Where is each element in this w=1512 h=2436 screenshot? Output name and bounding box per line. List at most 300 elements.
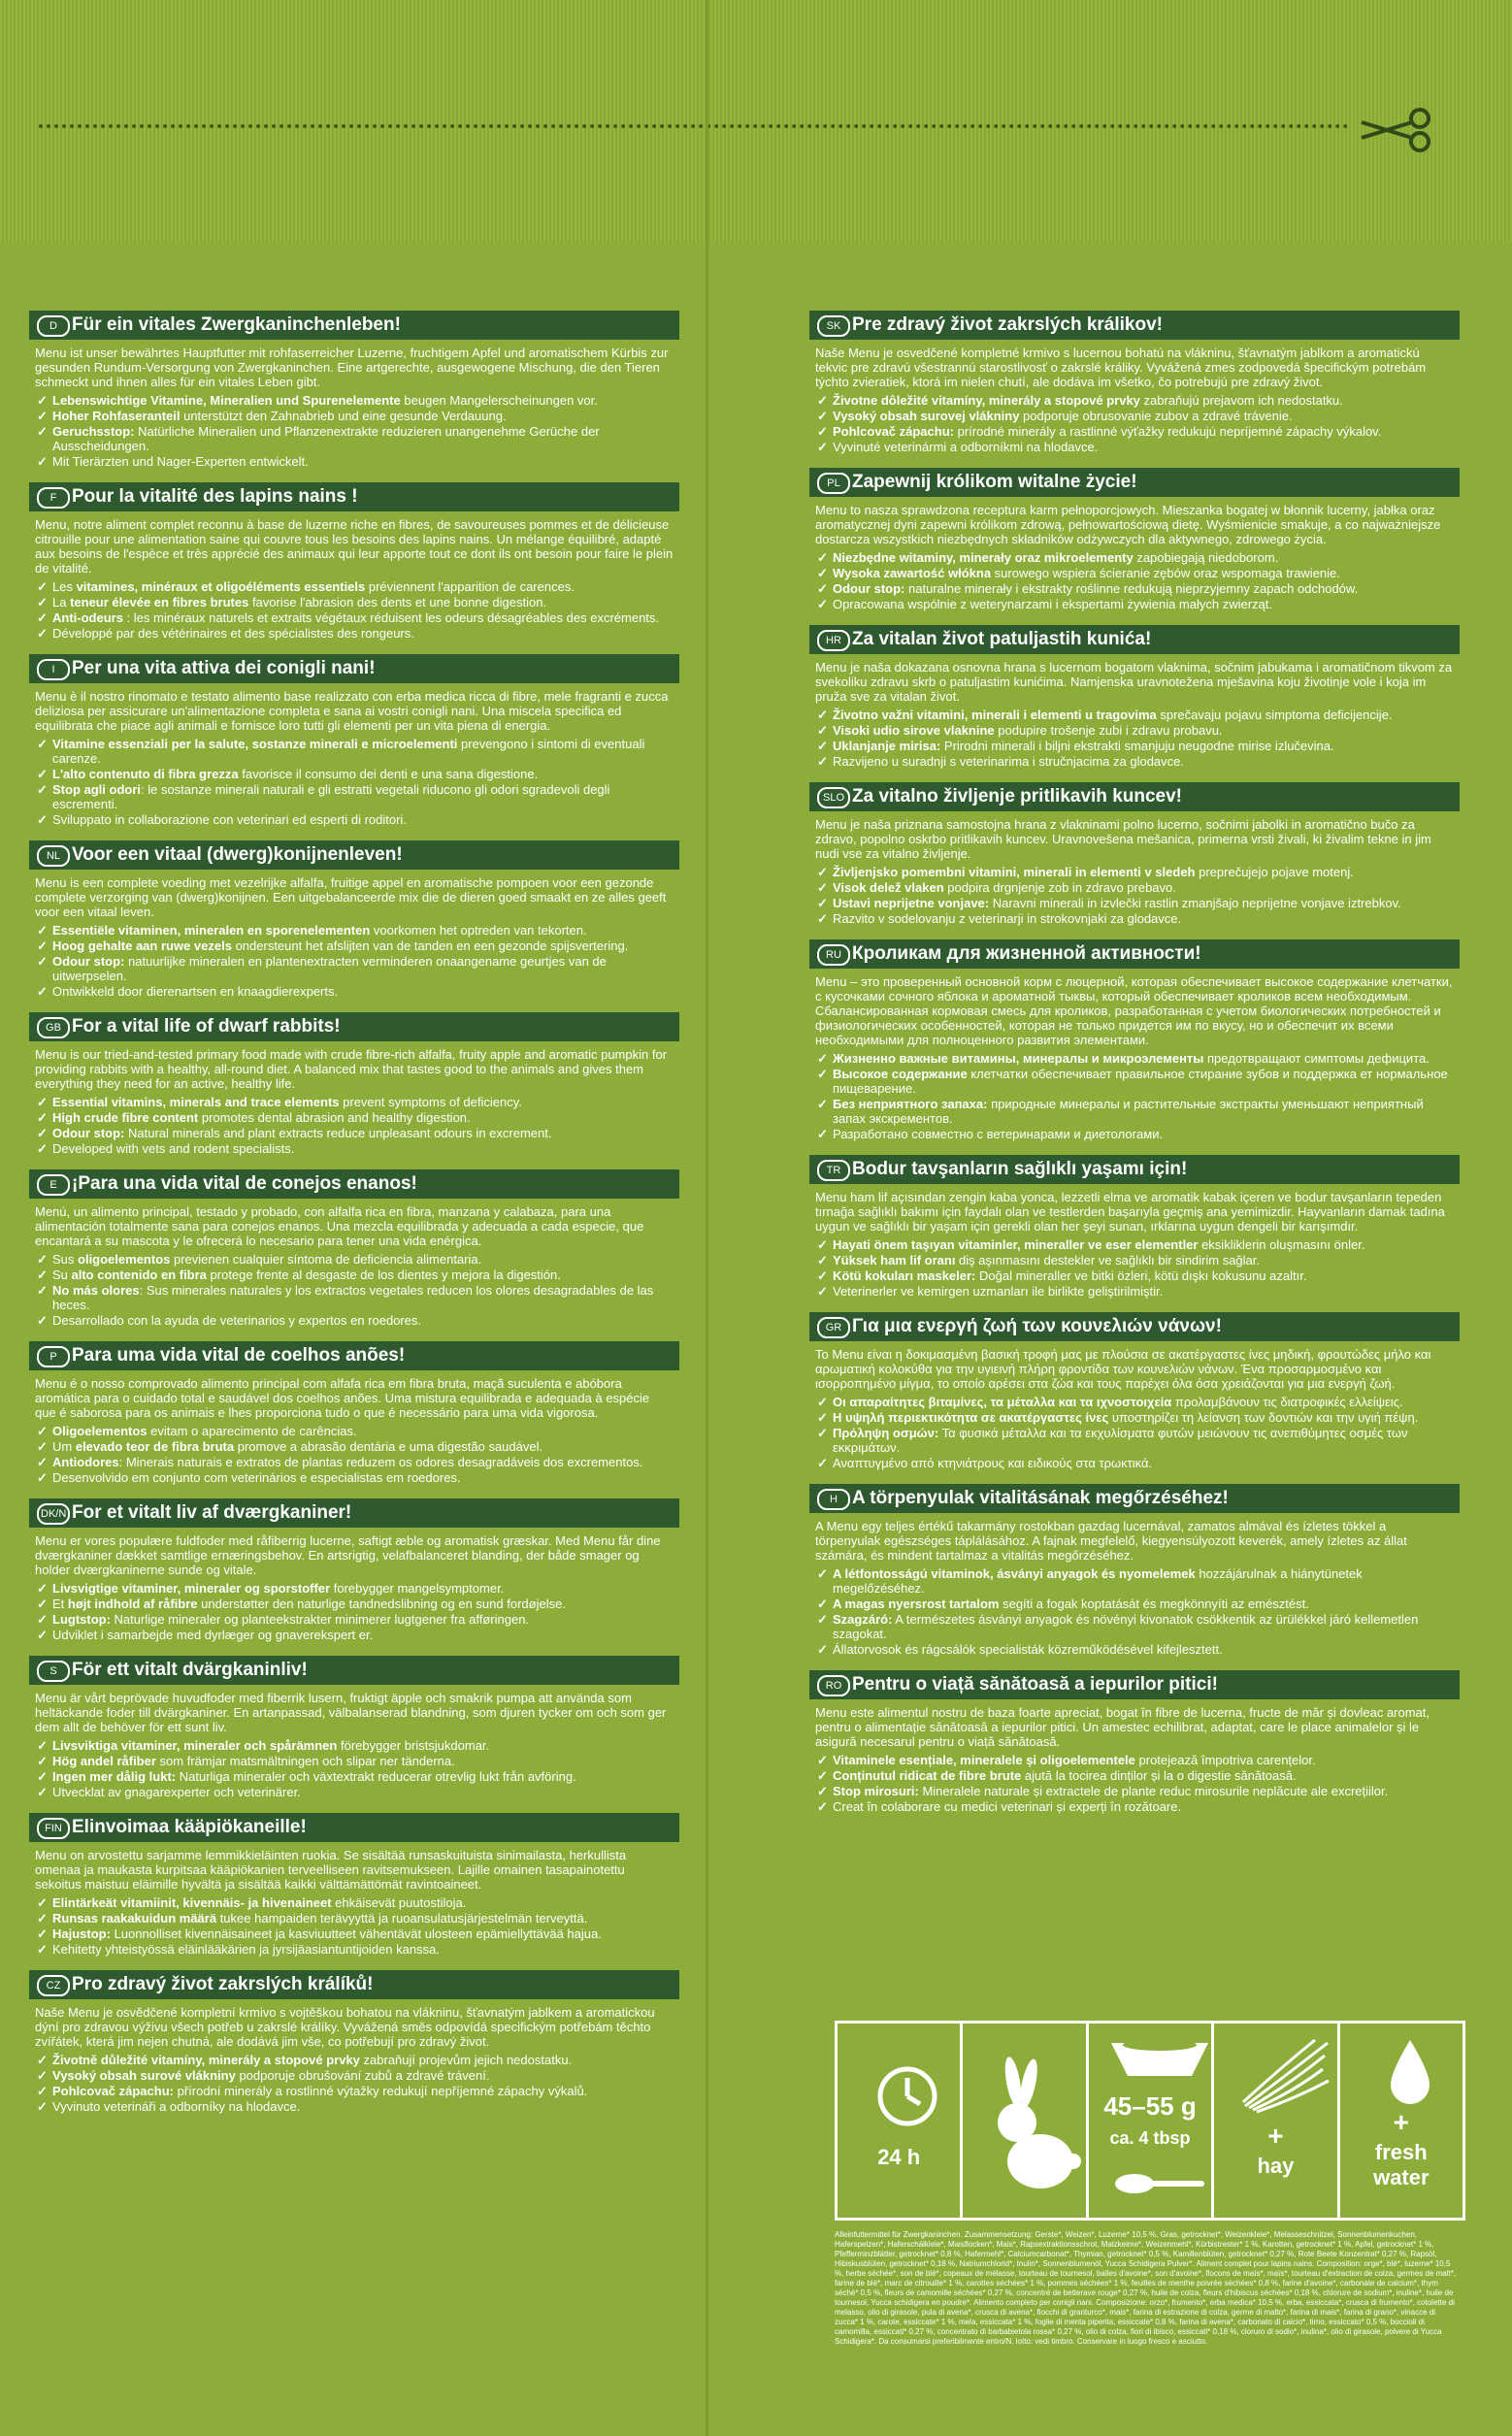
benefit-text: prevent symptoms of deficiency. [339, 1095, 522, 1109]
benefit-highlight: Antiodores [52, 1455, 119, 1469]
benefit-text: som främjar matsmältningen och slipar ner tänderna. [155, 1754, 455, 1768]
benefit-highlight: Vysoký obsah surovej vlákniny [833, 409, 1020, 423]
benefit-text: promove a abrasão dentária e uma digestão saudável. [234, 1439, 543, 1454]
section-body [29, 1685, 679, 1799]
package-top-seal [0, 0, 1512, 243]
benefit-item [35, 1628, 674, 1642]
benefit-item [35, 1141, 674, 1156]
benefit-item [815, 723, 1454, 738]
benefit-highlight: Elintärkeät vitamiinit, kivennäis- ja hivenaineet [52, 1895, 332, 1910]
water-label-1: fresh [1374, 2140, 1428, 2164]
benefit-text: sprečavaju pojavu simptoma deficijencije. [1156, 708, 1393, 722]
right-column [809, 311, 1460, 1827]
benefit-item [815, 1051, 1454, 1066]
benefit-item [35, 1612, 674, 1627]
benefit-item [35, 938, 674, 953]
benefit-highlight: Runsas raakakuidun määrä [52, 1911, 217, 1926]
benefit-highlight: Visok delež vlaken [833, 880, 944, 895]
language-code-badge: CZ [37, 1975, 70, 1996]
benefit-highlight: højt indhold af råfibre [67, 1597, 198, 1611]
benefit-item [35, 1095, 674, 1109]
benefit-text: Prirodni minerali i biljni ekstrakti smanjuju neugodne mirise izlučevina. [940, 739, 1334, 753]
benefit-list [815, 1237, 1454, 1299]
benefit-list [35, 1095, 674, 1156]
section-intro: Menu to nasza sprawdzona receptura karm pełnoporcjowych. Mieszanka bogatej w błonnik lucerny, jabłka oraz aromatycznej dyni zapewni królikom zdrową, pełnowartościową dietę. Wyśmienicie smakuje, a co najważniejsze dostarcza wszystkich niezbędnych składników odżywczych dla aktywnego, zdrowego życia. [815, 503, 1441, 546]
language-section-dk-n [29, 1498, 679, 1642]
benefit-highlight: Essential vitamins, minerals and trace elements [52, 1095, 340, 1109]
benefit-text: клетчатки обеспечивает правильное стирание зубов и поддержка ет нормальное пищеварение. [833, 1067, 1448, 1096]
section-title [29, 1012, 679, 1041]
benefit-text: přírodní minerály a rostlinné výtažky redukují nepříjemné zápachy výkalů. [173, 2084, 588, 2098]
benefit-text: Разработано совместно с ветеринарами и диетологами. [833, 1127, 1164, 1141]
benefit-text: : Sus minerales naturales y los extractos vegetales reducen los olores desagradables de las heces. [52, 1283, 654, 1312]
benefit-list [815, 393, 1454, 454]
left-column [29, 311, 679, 2127]
section-title-text: Para uma vida vital de coelhos anões! [72, 1345, 406, 1366]
language-section-i [29, 654, 679, 827]
benefit-highlight: Životno važni vitamini, minerali i elementi u tragovima [833, 708, 1157, 722]
benefit-text: voorkomen het optreden van tekorten. [370, 923, 587, 938]
benefit-text: segíti a fogak koptatását és megkönnyíti az emésztést. [999, 1597, 1309, 1611]
section-title-text: Pour la vitalité des lapins nains ! [72, 486, 358, 507]
section-body [809, 969, 1460, 1141]
benefit-item [35, 1252, 674, 1267]
benefit-item [815, 1284, 1454, 1299]
benefit-item [815, 739, 1454, 753]
section-title [809, 1155, 1460, 1184]
benefit-item [815, 896, 1454, 910]
benefit-text: beugen Mangelerscheinungen vor. [400, 393, 598, 408]
benefit-highlight: Kötü kokuları maskeler: [833, 1268, 976, 1283]
package-seam [706, 0, 708, 2436]
language-code-badge: FIN [37, 1818, 70, 1839]
benefit-text: Opracowana wspólnie z weterynarzami i ekspertami żywienia małych zwierząt. [833, 597, 1273, 611]
section-title-text: Για μια ενεργή ζωή των κουνελιών νάνων! [852, 1316, 1222, 1336]
section-body [809, 1513, 1460, 1657]
benefit-text: Utvecklat av gnagarexperter och veterinärer. [52, 1785, 301, 1799]
benefit-highlight: Hoog gehalte aan ruwe vezels [52, 938, 232, 953]
section-title-text: Elinvoimaa kääpiökaneille! [72, 1817, 307, 1837]
benefit-highlight: Životne dôležité vitamíny, minerály a stopové prvky [833, 393, 1140, 408]
benefit-item [35, 1895, 674, 1910]
section-title [29, 1169, 679, 1199]
benefit-list [35, 1895, 674, 1957]
language-code-badge: RO [817, 1675, 850, 1696]
benefit-item [35, 1581, 674, 1596]
section-intro: Menu este alimentul nostru de baza foarte apreciat, bogat în fibre de lucerna, fructe de măr și dovleac aromat, pentru o alimentație sănătoasă a iepurilor pitici. Un amestec echilibrat, adaptat, care le place animalelor și le asigură necesarul pentru o viață sănătoasă. [815, 1705, 1430, 1749]
section-body [29, 1999, 679, 2114]
section-intro: Menu er vores populære fuldfoder med råfiberrig lucerne, saftigt æble og aromatisk græskar. Med Menu får dine dværgkaniner dækket samtlige ernæringsbehov. En artsrigtig, velafbalanceret blanding, der både smager og holder dværgkaninerne sunde og vitale. [35, 1533, 661, 1577]
section-title-text: For a vital life of dwarf rabbits! [72, 1016, 341, 1037]
benefit-list [35, 1424, 674, 1485]
benefit-highlight: Niezbędne witaminy, minerały oraz mikroelementy [833, 550, 1134, 565]
benefit-text: ehkäisevät puutostiloja. [331, 1895, 467, 1910]
benefit-highlight: Uklanjanje mirisa: [833, 739, 941, 753]
section-title-text: Für ein vitales Zwergkaninchenleben! [72, 314, 401, 335]
benefit-text: ajută la tocirea dinților și la o digestie sănătoasă. [1021, 1768, 1297, 1783]
language-section-d [29, 311, 679, 469]
benefit-item [35, 954, 674, 983]
section-title-text: Pre zdravý život zakrslých králikov! [852, 314, 1163, 335]
benefit-item [815, 1253, 1454, 1267]
benefit-item [815, 1799, 1454, 1814]
section-title [809, 939, 1460, 969]
language-code-badge: P [37, 1346, 70, 1367]
benefit-list [815, 1566, 1454, 1657]
benefit-highlight: Vitamine essenziali per la salute, sostanze minerali e microelementi [52, 737, 458, 751]
rabbit-cell [963, 2024, 1088, 2218]
section-intro: A Menu egy teljes értékű takarmány rostokban gazdag lucernával, zamatos almával és ízletes tökkel a törpenyulak egészséges táplálásához. A fajnak megfelelő, kiegyensúlyozott keverék, amely ízletes az állat számára, és mindent tartalmaz a vitalitás megőrzéséhez. [815, 1519, 1407, 1563]
benefit-text: Veterinerler ve kemirgen uzmanları ile birlikte geliştirilmiştir. [833, 1284, 1164, 1299]
benefit-text: promotes dental abrasion and healthy digestion. [198, 1110, 471, 1125]
benefit-text: Doğal mineraller ve bitki özleri, kötü dışkı kokusunu azaltır. [975, 1268, 1307, 1283]
language-code-badge: H [817, 1489, 850, 1510]
benefit-item [35, 1785, 674, 1799]
benefit-item [35, 984, 674, 999]
benefit-text: : le sostanze minerali naturali e gli estratti vegetali riducono gli odori sgradevoli degli escrementi. [52, 782, 610, 811]
section-body [29, 1528, 679, 1642]
benefit-text: Creat în colaborare cu medici veterinari și experți în rozătoare. [833, 1799, 1182, 1814]
benefit-item [35, 1424, 674, 1438]
benefit-text: zabraňují projevům jejich nedostatku. [359, 2053, 573, 2067]
section-body [29, 340, 679, 469]
benefit-text: förebygger bristsjukdomar. [337, 1738, 490, 1753]
benefit-item [815, 1753, 1454, 1767]
section-title [29, 1813, 679, 1842]
benefit-item [35, 923, 674, 938]
section-intro: Menu ham lif açısından zengin kaba yonca, lezzetli elma ve aromatik kabak içeren ve bodur tavşanların tepeden tırnağa sağlıklı bakımı için faydalı olan ve testlerden başarıyla geçmiş ana yemimizdir. Hayvanların damak tadına uygun ve sağlıklı bir yaşam için gerekli olan her şeyi sunan, ırklarına uygun dengeli bir karışımdır. [815, 1190, 1445, 1234]
benefit-list [815, 1395, 1454, 1470]
benefit-highlight: Geruchsstop: [52, 424, 135, 439]
language-code-badge: F [37, 487, 70, 509]
benefit-text: favorisce il consumo dei denti e una sana digestione. [238, 767, 539, 781]
benefit-list [35, 2053, 674, 2114]
section-intro: Naše Menu je osvědčené kompletní krmivo s vojtěškou bohatou na vlákninu, šťavnatým jablkem a aromatickou dýní pro zdravou výživu všech potřeb u zakrslé králíky. Vyvážená směs odpovídá specifickým potřebám těchto zvířátek, která jim nejen chutná, ale dodává jim vše, co potřebují pro zdravý život. [35, 2005, 655, 2049]
language-section-pl [809, 468, 1460, 611]
language-section-e [29, 1169, 679, 1328]
language-section-gr [809, 1312, 1460, 1470]
language-section-fin [29, 1813, 679, 1957]
benefit-item [35, 1455, 674, 1469]
benefit-item [35, 393, 674, 408]
benefit-text: Udviklet i samarbejde med dyrlæger og gnaverekspert er. [52, 1628, 374, 1642]
section-title [809, 1670, 1460, 1699]
section-intro: Menu, notre aliment complet reconnu à base de luzerne riche en fibres, de savoureuses pommes et de délicieuse citrouille pour une alimentation saine qui couvre tous les besoins des lapins nains. Un mélange équilibré, adapté aux besoins de l'espèce et très apprécié des animaux qui leur apporte tout ce dont ils ont besoin pour faire le plein de vitalité. [35, 517, 674, 576]
benefit-list [35, 1581, 674, 1642]
benefit-highlight: Odour stop: [833, 581, 905, 596]
benefit-text: Desarrollado con la ayuda de veterinarios y expertos en roedores. [52, 1313, 422, 1328]
benefit-item [815, 550, 1454, 565]
benefit-item [35, 2084, 674, 2098]
benefit-text: Naravni minerali in izvlečki rastlin zmanjšajo neprijetne vonjave iztrebkov. [989, 896, 1401, 910]
benefit-list [815, 1753, 1454, 1814]
section-body [809, 654, 1460, 769]
benefit-item [35, 1267, 674, 1282]
benefit-highlight: Πρόληψη οσμών: [833, 1426, 939, 1440]
benefit-item [35, 1110, 674, 1125]
feeding-time-label: 24 h [877, 2145, 921, 2169]
benefit-highlight: Οι απαραίτητες βιταμίνες, τα μέταλλα και τα ιχνοστοιχεία [833, 1395, 1172, 1409]
benefit-text: zapobiegają niedoborom. [1133, 550, 1279, 565]
section-body [809, 497, 1460, 611]
benefit-text: Su [52, 1267, 72, 1282]
benefit-item [815, 1067, 1454, 1096]
water-label-2: water [1373, 2165, 1430, 2189]
benefit-item [35, 1769, 674, 1784]
cut-line [39, 124, 1349, 128]
section-body [29, 511, 679, 641]
water-drop-icon [1386, 2038, 1434, 2106]
benefit-text: Desenvolvido em conjunto com veterinários e especialistas em roedores. [52, 1470, 461, 1485]
language-section-ru [809, 939, 1460, 1141]
benefit-highlight: Η υψηλή περιεκτικότητα σε ακατέργαστες ίνες [833, 1410, 1109, 1425]
benefit-text: Állatorvosok és rágcsálók specialisták közreműködésével kifejlesztett. [833, 1642, 1223, 1657]
benefit-item [35, 1470, 674, 1485]
benefit-highlight: Ustavi neprijetne vonjave: [833, 896, 990, 910]
benefit-item [815, 1566, 1454, 1596]
benefit-item [815, 1456, 1454, 1470]
language-section-sk [809, 311, 1460, 454]
benefit-text: Τα φυσικά μέταλλα και τα εκχυλίσματα φυτών μειώνουν τις ανεπιθύμητες οσμές των εκκριμάτων. [833, 1426, 1408, 1455]
benefit-item [35, 579, 674, 594]
section-title [29, 1970, 679, 1999]
benefit-item [35, 812, 674, 827]
section-body [809, 1184, 1460, 1299]
section-title [29, 1341, 679, 1370]
benefit-highlight: A létfontosságú vitaminok, ásványi anyagok és nyomelemek [833, 1566, 1196, 1581]
benefit-item [815, 581, 1454, 596]
language-code-badge: GB [37, 1017, 70, 1038]
benefit-item [815, 1097, 1454, 1126]
benefit-text: Kehitetty yhteistyössä eläinlääkärien ja jyrsijäasiantuntijoiden kanssa. [52, 1942, 440, 1957]
benefit-text: προλαμβάνουν τις διατροφικές ελλείψεις. [1171, 1395, 1403, 1409]
section-title-text: Zapewnij królikom witalne życie! [852, 472, 1137, 492]
benefit-highlight: Livsvigtige vitaminer, mineraler og sporstoffer [52, 1581, 331, 1596]
section-title-text: A törpenyulak vitalitásának megőrzéséhez! [852, 1488, 1229, 1508]
benefit-highlight: Высокое содержание [833, 1067, 968, 1081]
benefit-item [815, 1597, 1454, 1611]
section-intro: Menu is our tried-and-tested primary food made with crude fibre-rich alfalfa, fruity apple and aromatic pumpkin for providing rabbits with a healthy, all-round diet. A balanced mix that tastes good to the animals and gives them everything they need for an active, healthy life. [35, 1047, 668, 1091]
section-title-text: Bodur tavşanların sağlıklı yaşamı için! [852, 1159, 1188, 1179]
section-title [809, 311, 1460, 340]
language-section-slo [809, 782, 1460, 926]
feeding-time-cell [838, 2024, 963, 2218]
benefit-item [815, 1426, 1454, 1455]
benefit-item [815, 1642, 1454, 1657]
benefit-item [35, 1738, 674, 1753]
benefit-highlight: Жизненно важные витамины, минералы и микроэлементы [833, 1051, 1204, 1066]
benefit-highlight: Ingen mer dålig lukt: [52, 1769, 177, 1784]
benefit-item [35, 1926, 674, 1941]
benefit-text: evitam o aparecimento de carências. [147, 1424, 357, 1438]
benefit-list [35, 1738, 674, 1799]
language-code-badge: E [37, 1174, 70, 1196]
benefit-highlight: Življenjsko pomembni vitamini, minerali in elementi v sledeh [833, 865, 1196, 879]
benefit-text: protege frente al desgaste de los dientes y mejora la digestión. [206, 1267, 561, 1282]
benefit-list [815, 865, 1454, 926]
language-code-badge: D [37, 315, 70, 337]
benefit-text: Sviluppato in collaborazione con veterinari ed esperti di roditori. [52, 812, 407, 827]
benefit-highlight: Livsviktiga vitaminer, mineraler och spårämnen [52, 1738, 338, 1753]
benefit-item [815, 880, 1454, 895]
section-title-text: Za vitalan život patuljastih kunića! [852, 629, 1152, 649]
benefit-item [815, 1237, 1454, 1252]
benefit-highlight: Yüksek ham lif oranı [833, 1253, 956, 1267]
section-title-text: Кроликам для жизненной активности! [852, 943, 1201, 964]
benefit-text: Developed with vets and rodent specialists. [52, 1141, 295, 1156]
benefit-text: Sus [52, 1252, 79, 1267]
benefit-highlight: Conținutul ridicat de fibre brute [833, 1768, 1022, 1783]
benefit-text: Αναπτυγμένο από κτηνιάτρους και ειδικούς στα τρωκτικά. [833, 1456, 1153, 1470]
benefit-item [35, 1283, 674, 1312]
benefit-text: : Minerais naturais e extratos de plantas reduzem os odores desagradáveis dos excrementos. [118, 1455, 643, 1469]
benefit-item [35, 767, 674, 781]
language-section-hr [809, 625, 1460, 769]
section-intro: Menu je naša priznana samostojna hrana z vlakninami polno lucerno, sočnimi jabolki in aromatično bučo za zdravo, popolno oskrbo pritlikavih kuncev. Uravnovešena mešanica, primerna vrsti živali, ki živalim tekne in jim nudi vse za vitalno življenje. [815, 817, 1431, 861]
benefit-text: ondersteunt het afslijten van de tanden en een gezonde spijsvertering. [231, 938, 629, 953]
benefit-text: Luonnolliset kivennäisaineet ja kasviuutteet vähentävät ulosteen epämiellyttävää hajua. [110, 1926, 602, 1941]
benefit-item [815, 424, 1454, 439]
benefit-text: prevengono i sintomi di eventuali carenze. [52, 737, 645, 766]
language-section-f [29, 482, 679, 641]
language-section-gb [29, 1012, 679, 1156]
benefit-text: eksikliklerin oluşmasını önler. [1198, 1237, 1365, 1252]
section-title [29, 311, 679, 340]
benefit-item [815, 1127, 1454, 1141]
section-title [809, 1312, 1460, 1341]
spoon-icon [1111, 2169, 1208, 2198]
language-code-badge: I [37, 659, 70, 680]
language-section-h [809, 1484, 1460, 1657]
rabbit-icon [980, 2053, 1087, 2198]
benefit-text: protejează împotriva carențelor. [1134, 1753, 1316, 1767]
benefit-highlight: Pohlcovač zápachu: [52, 2084, 174, 2098]
benefit-text: Vyvinuto veterináři a odborníky na hlodavce. [52, 2099, 301, 2114]
benefit-text: hozzájárulnak a hiánytünetek megelőzéséhez. [833, 1566, 1363, 1596]
benefit-text: podupire trošenje zubi i zdravu probavu. [994, 723, 1223, 738]
benefit-item [35, 610, 674, 625]
scissors-icon [1354, 105, 1441, 153]
language-section-nl [29, 840, 679, 999]
section-body [29, 683, 679, 827]
benefit-list [35, 579, 674, 641]
benefit-highlight: Hoher Rohfaseranteil [52, 409, 181, 423]
benefit-item [815, 708, 1454, 722]
benefit-item [815, 911, 1454, 926]
benefit-item [815, 597, 1454, 611]
language-section-s [29, 1656, 679, 1799]
benefit-text: prírodné minerály a rastlinné výťažky redukujú nepríjemné zápachy výkalov. [953, 424, 1382, 439]
benefit-highlight: elevado teor de fibra bruta [75, 1439, 235, 1454]
section-intro: Menu ist unser bewährtes Hauptfutter mit rohfaserreicher Luzerne, fruchtigem Apfel und aromatischem Kürbis zur gesunden Rundum-Versorgung von Zwergkaninchen. Eine artgerechte, ausgewogene Mischung, die den Tieren schmeckt und ihnen alles für ein vitales Leben gibt. [35, 346, 669, 389]
benefit-highlight: Szagzáró: [833, 1612, 893, 1627]
benefit-text: υποστηρίζει τη λείανση των δοντιών και την υγιή πέψη. [1108, 1410, 1419, 1425]
benefit-item [35, 1942, 674, 1957]
benefit-highlight: Stop agli odori [52, 782, 141, 797]
language-section-cz [29, 1970, 679, 2114]
benefit-text: Développé par des vétérinaires et des spécialistes des rongeurs. [52, 626, 414, 641]
section-title-text: Pentru o viață sănătoasă a iepurilor pitici! [852, 1674, 1218, 1695]
benefit-item [35, 1754, 674, 1768]
benefit-highlight: Hajustop: [52, 1926, 111, 1941]
benefit-item [35, 2053, 674, 2067]
section-intro: Naše Menu je osvedčené kompletné krmivo s lucernou bohatú na vlákninu, šťavnatým jablkom a aromatickú tekvic pre zdravú všestrannú starostlivosť o zakrslé králiky. Vyvážená zmes zodpovedá špecifickým potrebám týchto zvieratiek, ktorá im nielen chutí, ale dodáva im všetko, čo potrebujú pre zdravý život. [815, 346, 1427, 389]
benefit-text: zabraňujú prejavom ich nedostatku. [1139, 393, 1343, 408]
benefit-item [815, 1612, 1454, 1641]
benefit-item [815, 1395, 1454, 1409]
benefit-item [815, 409, 1454, 423]
section-intro: Menu je naša dokazana osnovna hrana s lucernom bogatom vlaknima, sočnim jabukama i aromatičnom tikvom za svekoliku zdravu skrb o patuljastim kunićima. Namjenska uravnotežena mješavina koju životinje vole i koja im pruža sve za vitalan život. [815, 660, 1453, 704]
benefit-highlight: Odour stop: [52, 1126, 125, 1140]
section-title-text: Za vitalno življenje pritlikavih kuncev! [852, 786, 1182, 807]
section-intro: Menu – это проверенный основной корм с люцерной, которая обеспечивает высокое содержание клетчатки, с кусочками сочного яблока и ароматной тыквы, который обеспечивает кроликов всем необходимым. Сбалансированная кормовая смесь для кроликов, разработанная с учетом биологических потребностей и физиологических особенностей, которая не только придется им по вкусу, но и обеспечит их всеми необходимыми для полноценного развития элементами. [815, 974, 1453, 1047]
benefit-item [35, 1439, 674, 1454]
benefit-text: Razvijeno u suradnji s veterinarima i stručnjacima za glodavce. [833, 754, 1184, 769]
benefit-list [35, 393, 674, 469]
benefit-highlight: Pohlcovač zápachu: [833, 424, 954, 439]
composition-fine-print: Alleinfuttermittel für Zwergkaninchen. Zusammensetzung: Gerste*, Weizen*, Luzerne* 10,5 %, Gras, getrocknet*, Weizenkleie*, Melasseschnitzel, Sonnenblumenkuchen, Haferspelzen*, Haferschälkleie*, Maisflocken*, Mais*, Rapsextraktionsschrot, Malzkeime*, Weizenmehl*, Kürbistrester* 1 %, Karotten, getrocknet* 1 %, Apfel, getrocknet* 1 %, Pfefferminzblätter, getrocknet* 0,8 %, Hafermehl*, Calciumcarbonat*, Thymian, getrocknet* 0,5 %, Kamillenblüten, getrocknet* 0,27 %, Rote Beete Konzentrat* 0,27 %, Rapsöl, Hibiskusblüten, getrocknet* 0,18 %, Natriumchlorid*, Inulin*, Sonnenblumenöl, Yucca Schidigera Pulver*. Aliment complet pour lapins nains. Composition: orge*, blé*, luzerne* 10,5 %, herbe séchée*, son de blé*, copeaux de mélasse, tourteau de tournesol, balles d'avoine*, son d'avoine*, flocons de maïs*, maïs*, tourteau d'extraction de colza, germes de malt*, farine de blé*, marc de citrouille* 1 %, carottes séchées* 1 %, pommes séchées* 1 %, feuilles de menthe poivrée séchées* 0,8 %, farine d'avoine*, carbonate de calcium*, thym séché* 0,5 %, fleurs de camomille séchées* 0,27 %, concentré de betterave rouge* 0,27 %, huile de colza, fleurs d'hibiscus séchées* 0,18 %, chlorure de sodium*, inuline*, huile de tournesol, Yucca schidigera en poudre*. Alimento completo per conigli nani. Composizione: orzo*, frumento*, erba medica* 10,5 %, erba, essiccata*, crusca di frumento*, cotolette di melasso, olio di girasole, pula di avena*, crusca di avena*, fiocchi di granturco*, mais*, farina di estrazione di colza, germe di malto*, farina di mais*, farina di grano*, vinacce di zucca* 1 %, carote, essiccate* 1 %, mela, essiccata* 1 %, foglie di menta piperita, essiccate* 0,8 %, farina di avena*, carbonato di calcio*, timo, essiccato* 0,5 %, boccioli di camomilla, essiccati* 0,27 %, concentrato di barbabietola rossa* 0,27 %, olio di colza, fiori di ibisco, essiccati* 0,18 %, cloruro di sodio*, inulina*, olio di girasole, polvere di Yucca Schidigera*. Da consumarsi preferibilmente entro/N. lotto: vedi timbro. Conservare in luogo fresco e asciutto. [835, 2230, 1457, 2346]
benefit-item [815, 1784, 1454, 1798]
benefit-text: forebygger mangelsymptomer. [330, 1581, 505, 1596]
section-title [29, 1656, 679, 1685]
section-title-text: For et vitalt liv af dværgkaniner! [72, 1502, 352, 1523]
section-title-text: Voor een vitaal (dwerg)konijnenleven! [72, 844, 403, 865]
benefit-text: Ontwikkeld door dierenartsen en knaagdierexperts. [52, 984, 339, 999]
benefit-text: natuurlijke mineralen en plantenextracten verminderen onaangename geurtjes van de uitwerpselen. [52, 954, 607, 983]
section-body [809, 1699, 1460, 1814]
benefit-item [35, 1313, 674, 1328]
benefit-highlight: Vysoký obsah surové vlákniny [52, 2068, 236, 2083]
language-section-p [29, 1341, 679, 1485]
benefit-item [35, 782, 674, 811]
benefit-item [815, 1768, 1454, 1783]
benefit-highlight: A magas nyersrost tartalom [833, 1597, 1000, 1611]
language-code-badge: HR [817, 630, 850, 651]
language-code-badge: NL [37, 845, 70, 867]
benefit-text: Mineralele naturale și extractele de plante reduc mirosurile neplăcute ale excrețiilor. [918, 1784, 1389, 1798]
benefit-text: Naturlige mineraler og planteekstrakter minimerer lugtgener fra afføringen. [110, 1612, 530, 1627]
water-cell [1340, 2024, 1463, 2218]
benefit-highlight: Lebenswichtige Vitamine, Mineralien und Spurenelemente [52, 393, 401, 408]
section-intro: Το Menu είναι η δοκιμασμένη βασική τροφή μας με πλούσια σε ακατέργαστες ίνες μηδική, φρουτώδες μήλο και αρωματική κολοκύθα για την υγιεινή πλήρη φροντίδα των κουνελιών νάνων. Ένα προσαρμοσμένο και ισορροπημένο μίγμα, το οποίο αρέσει στα ζώα και τους παρέχει όλα όσα χρειάζονται για μια ενεργή ζωή. [815, 1347, 1431, 1391]
benefit-text: tukee hampaiden terävyyttä ja ruoansulatusjärjestelmän terveyttä. [216, 1911, 588, 1926]
benefit-text: préviennent l'apparition de carences. [365, 579, 575, 594]
language-code-badge: S [37, 1661, 70, 1682]
benefit-item [35, 595, 674, 609]
section-intro: Menu on arvostettu sarjamme lemmikkieläinten ruokia. Se sisältää runsaskuituista sinimailasta, herkullista omenaa ja maukasta kurpitsaa kääpiökanien terveelliseen ravitsemukseen. Lajille omainen tasapainotettu sekoitus maistuu eläimille hyvältä ja sisältää kaikki välttämättömät ravintoaineet. [35, 1848, 627, 1892]
section-title [809, 1484, 1460, 1513]
benefit-list [35, 1252, 674, 1328]
benefit-text: podpira drgnjenje zob in zdravo prebavo. [943, 880, 1176, 895]
language-code-badge: PL [817, 473, 850, 494]
section-title-text: Per una vita attiva dei conigli nani! [72, 658, 376, 678]
benefit-highlight: alto contenido en fibra [71, 1267, 207, 1282]
benefit-text: favorise l'abrasion des dents et une bonne digestion. [248, 595, 547, 609]
section-body [29, 1199, 679, 1328]
benefit-highlight: L'alto contenuto di fibra grezza [52, 767, 239, 781]
benefit-highlight: oligoelementos [78, 1252, 171, 1267]
hay-plus: + [1267, 2121, 1284, 2151]
section-intro: Menu é o nosso comprovado alimento principal com alfafa rica em fibra bruta, maçã suculenta e abóbora aromática para o cuidado total e saudável dos coelhos anões. Uma mistura equilibrada e adequada à espécie que é saborosa para os animais e lhes proporciona tudo o que é necessário para uma vida vigorosa. [35, 1376, 650, 1420]
benefit-text: Mit Tierärzten und Nager-Experten entwickelt. [52, 454, 309, 469]
hay-label: hay [1257, 2154, 1295, 2178]
benefit-text: podporuje obrusovanie zubov a zdravé trávenie. [1019, 409, 1293, 423]
benefit-list [815, 1051, 1454, 1141]
benefit-highlight: Lugtstop: [52, 1612, 111, 1627]
benefit-list [815, 708, 1454, 769]
benefit-highlight: No más olores [52, 1283, 140, 1298]
language-code-badge: SLO [817, 787, 850, 808]
